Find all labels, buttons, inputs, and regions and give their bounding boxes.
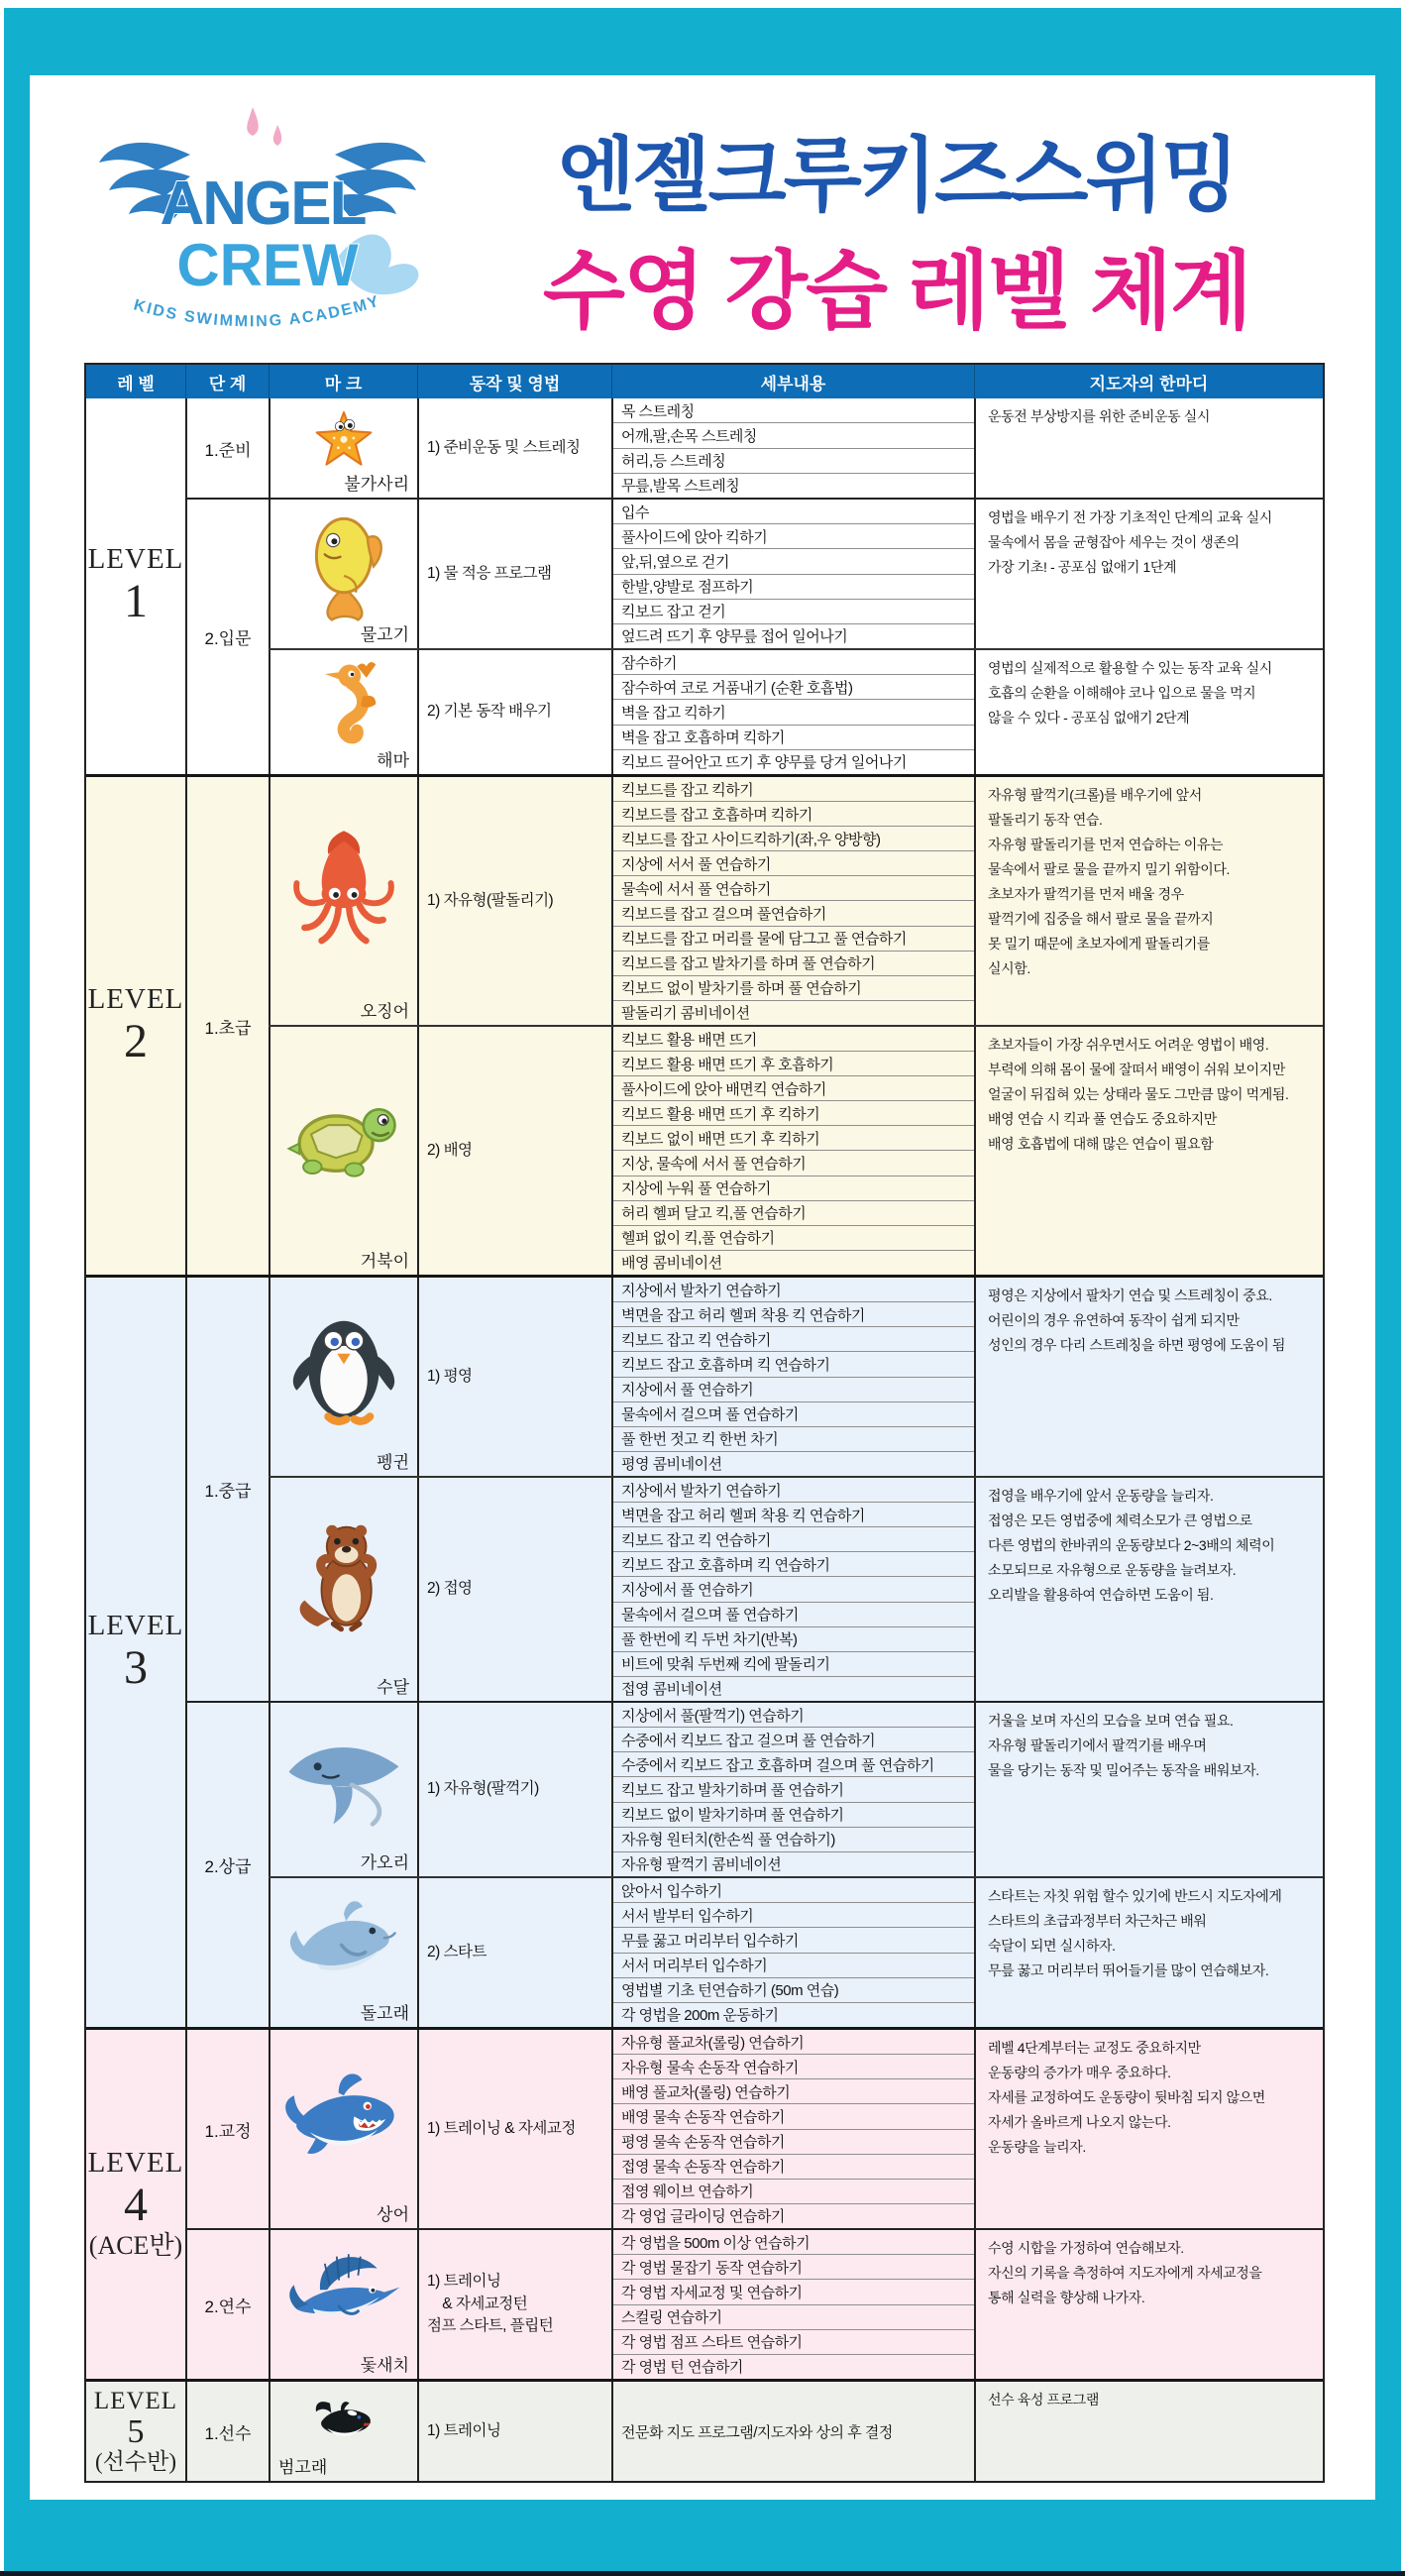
group-row — [269, 1476, 1323, 1701]
comment-line: 거울을 보며 자신의 모습을 보며 연습 필요. — [988, 1713, 1234, 1729]
stage-cell: 1.중급 — [185, 1278, 269, 1701]
detail-item: 자유형 물속 손동작 연습하기 — [613, 2055, 974, 2079]
orca-image — [278, 2387, 409, 2456]
detail-item: 킥보드 잡고 호흡하며 킥 연습하기 — [613, 1352, 974, 1377]
detail-item: 킥보드 활용 배면 뜨기 — [613, 1027, 974, 1052]
method-cell — [417, 1027, 611, 1275]
detail-item: 수중에서 킥보드 잡고 걸으며 풀 연습하기 — [613, 1728, 974, 1752]
method-cell — [417, 398, 611, 498]
details-column — [611, 1878, 974, 2027]
angel-crew-logo — [91, 97, 434, 345]
detail-item: 각 영법을 200m 운동하기 — [621, 2007, 779, 2025]
logo-text-crew: CREW — [176, 232, 359, 298]
comment-line: 다른 영법의 한바퀴의 운동량보다 2~3배의 체력이 — [988, 1537, 1275, 1553]
comment-line: 자유형 팔꺽기(크롤)를 배우기에 앞서 — [988, 787, 1202, 803]
detail-item: 킥보드 잡고 킥 연습하기 — [613, 1327, 974, 1352]
animal-label: 돌고래 — [360, 2004, 409, 2023]
detail-item: 배영 물속 손동작 연습하기 — [613, 2104, 974, 2129]
detail-item: 지상, 물속에 서서 풀 연습하기 — [613, 1151, 974, 1176]
level-subtitle: (선수반) — [95, 2448, 176, 2474]
detail-item: 풀사이드에 앉아 킥하기 — [613, 524, 974, 549]
level-cell — [86, 2030, 185, 2379]
method-line: 1) 트레이닝 & 자세교정 — [427, 2119, 576, 2137]
comment-line: 팔돌리기 동작 연습. — [988, 812, 1103, 828]
comment-line: 어린이의 경우 유연하여 동작이 쉽게 되지만 — [988, 1312, 1240, 1328]
comment-line: 선수 육성 프로그램 — [988, 2392, 1099, 2408]
comment-line: 초보자들이 가장 쉬우면서도 어려운 영법이 배영. — [988, 1037, 1269, 1053]
detail-item: 배영 콤비네이션 — [621, 1255, 722, 1273]
method-line: 1) 자유형(팔꺽기) — [427, 1780, 539, 1798]
level-cell — [86, 398, 185, 774]
mark-cell — [269, 1703, 417, 1876]
detail-item: 각 영법을 500m 이상 연습하기 — [613, 2230, 974, 2255]
detail-item: 지상에 누워 풀 연습하기 — [613, 1176, 974, 1201]
comment-line: 않을 수 있다 - 공포심 없애기 2단계 — [988, 710, 1190, 726]
detail-item: 각 영법 물잡기 동작 연습하기 — [613, 2255, 974, 2280]
stage-cell: 1.선수 — [185, 2382, 269, 2481]
stage-body — [269, 398, 1323, 498]
group-row — [269, 1876, 1323, 2027]
penguin-image — [278, 1283, 409, 1451]
comment-line: 자유형 팔돌리기에서 팔꺽기를 배우며 — [988, 1737, 1207, 1753]
details-column — [611, 1703, 974, 1876]
details-column — [611, 777, 974, 1025]
stage-cell: 2.상급 — [185, 1703, 269, 2027]
comment-line: 부력에 의해 몸이 물에 잘떠서 배영이 쉬워 보이지만 — [988, 1062, 1286, 1077]
stage-cell: 2.연수 — [185, 2230, 269, 2379]
comment-line: 수영 시합을 가정하여 연습해보자. — [988, 2240, 1184, 2256]
detail-item: 물속에서 걸으며 풀 연습하기 — [613, 1603, 974, 1627]
mark-cell — [269, 2230, 417, 2379]
detail-item: 킥보드 잡고 호흡하며 킥 연습하기 — [613, 1552, 974, 1577]
detail-item: 지상에서 풀(팔꺽기) 연습하기 — [613, 1703, 974, 1728]
detail-item: 수중에서 킥보드 잡고 호흡하며 걸으며 풀 연습하기 — [613, 1752, 974, 1777]
level-number: 3 — [124, 1640, 148, 1694]
method-line: 1) 트레이닝 — [427, 2273, 501, 2291]
detail-item: 각 영법 턴 연습하기 — [621, 2359, 743, 2377]
header-cell: 지도자의 한마디 — [974, 365, 1323, 398]
header-cell: 마 크 — [269, 365, 417, 398]
detail-item: 전문화 지도 프로그램/지도자와 상의 후 결정 — [621, 2423, 893, 2441]
comment-line: 얼굴이 뒤집혀 있는 상태라 물도 그만큼 많이 먹게됨. — [988, 1086, 1289, 1102]
stage-body — [269, 2030, 1323, 2228]
group-row — [269, 1278, 1323, 1476]
mark-cell — [269, 1027, 417, 1275]
detail-item: 지상에서 풀 연습하기 — [613, 1378, 974, 1402]
comment-cell — [974, 398, 1323, 498]
detail-item: 물속에 서서 풀 연습하기 — [613, 876, 974, 901]
level-table — [84, 363, 1325, 2483]
detail-item: 킥보드를 잡고 걸으며 풀연습하기 — [613, 901, 974, 926]
stage-row — [185, 2228, 1323, 2379]
mark-cell — [269, 1478, 417, 1701]
comment-line: 물속에서 몸을 균형잡아 세우는 것이 생존의 — [988, 534, 1240, 550]
detail-item: 킥보드 잡고 발차기하며 풀 연습하기 — [613, 1777, 974, 1802]
level-body — [185, 398, 1323, 774]
comment-line: 배영 호흡법에 대해 많은 연습이 필요함 — [988, 1136, 1214, 1152]
detail-item: 킥보드를 잡고 사이드킥하기(좌,우 양방향) — [613, 827, 974, 851]
comment-line: 못 밀기 때문에 초보자에게 팔돌리기를 — [988, 936, 1210, 952]
group-row — [269, 2030, 1323, 2228]
detail-item: 킥보드 없이 배면 뜨기 후 킥하기 — [613, 1126, 974, 1151]
level-word: LEVEL — [93, 2388, 178, 2415]
level-subtitle: (ACE반) — [88, 2231, 183, 2261]
detail-item: 입수 — [613, 500, 974, 524]
level-cell — [86, 777, 185, 1275]
level-body — [185, 1278, 1323, 2027]
detail-item: 스컬링 연습하기 — [613, 2305, 974, 2330]
stage-row — [185, 1278, 1323, 1701]
detail-item: 엎드려 뜨기 후 양무릎 접어 일어나기 — [621, 628, 848, 646]
level-word: LEVEL — [87, 543, 184, 576]
detail-item: 접영 물속 손동작 연습하기 — [613, 2155, 974, 2180]
details-column — [611, 2230, 974, 2379]
detail-item: 접영 웨이브 연습하기 — [613, 2180, 974, 2204]
otter-image — [278, 1483, 409, 1676]
detail-item: 풀 한번 젓고 킥 한번 차기 — [613, 1427, 974, 1452]
level-row — [86, 774, 1323, 1275]
animal-label: 가오리 — [360, 1853, 409, 1872]
detail-item: 지상에서 발차기 연습하기 — [613, 1278, 974, 1302]
animal-label: 상어 — [377, 2205, 409, 2224]
pink-droplets-icon — [247, 107, 281, 146]
mark-cell — [269, 1878, 417, 2027]
starfish-image — [278, 403, 409, 473]
comment-line: 평영은 지상에서 팔차기 연습 및 스트레칭이 중요. — [988, 1288, 1272, 1303]
stage-row — [185, 2030, 1323, 2228]
detail-item: 킥보드 없이 발차기를 하며 풀 연습하기 — [613, 976, 974, 1001]
comment-line: 물을 당기는 동작 및 밀어주는 동작을 배워보자. — [988, 1762, 1259, 1778]
animal-label: 수달 — [377, 1678, 409, 1697]
level-body — [185, 2382, 1323, 2481]
header-cell: 세부내용 — [611, 365, 974, 398]
animal-label: 거북이 — [360, 1252, 409, 1271]
detail-item: 허리 헬퍼 달고 킥,풀 연습하기 — [613, 1201, 974, 1226]
ray-image — [278, 1708, 409, 1851]
method-cell — [417, 2230, 611, 2379]
detail-item: 한발,양발로 점프하기 — [613, 575, 974, 600]
detail-item: 배영 풀교차(롤링) 연습하기 — [613, 2079, 974, 2104]
detail-item: 킥보드를 잡고 발차기를 하며 풀 연습하기 — [613, 952, 974, 976]
comment-line: 접영은 모든 영법중에 체력소모가 큰 영법으로 — [988, 1512, 1252, 1528]
method-line: 1) 자유형(팔돌리기) — [427, 891, 554, 909]
level-number: 4 — [124, 2178, 148, 2231]
group-row — [269, 500, 1323, 648]
level-cell — [86, 2382, 185, 2481]
detail-item: 자유형 팔꺽기 콤비네이션 — [621, 1856, 782, 1874]
level-row — [86, 2379, 1323, 2481]
stage-body — [269, 1703, 1323, 2027]
detail-item: 서서 머리부터 입수하기 — [613, 1954, 974, 1978]
detail-item: 벽면을 잡고 허리 헬퍼 착용 킥 연습하기 — [613, 1503, 974, 1527]
stage-body — [269, 1278, 1323, 1701]
method-line: 1) 준비운동 및 스트레칭 — [427, 438, 581, 456]
animal-label: 불가사리 — [344, 475, 409, 494]
group-row — [269, 398, 1323, 498]
comment-cell — [974, 2230, 1323, 2379]
method-line: 2) 기본 동작 배우기 — [427, 703, 552, 721]
comment-line: 숙달이 되면 실시하자. — [988, 1938, 1116, 1954]
details-column — [611, 398, 974, 498]
method-line: 1) 평영 — [427, 1367, 473, 1385]
stage-row — [185, 777, 1323, 1275]
level-row — [86, 2027, 1323, 2379]
detail-item: 지상에서 풀 연습하기 — [613, 1577, 974, 1602]
header-cell: 단 계 — [185, 365, 269, 398]
details-column — [611, 500, 974, 648]
comment-cell — [974, 2030, 1323, 2228]
main-title-line1: 엔젤크루키즈스위밍 — [557, 131, 1237, 221]
detail-item: 풀 한번에 킥 두번 차기(반복) — [613, 1627, 974, 1652]
level-number: 2 — [124, 1014, 148, 1067]
detail-item: 각 영법 점프 스타트 연습하기 — [613, 2330, 974, 2355]
logo-subtitle: KIDS SWIMMING ACADEMY — [131, 292, 383, 331]
bottom-edge-line — [0, 2571, 1405, 2576]
detail-item: 목 스트레칭 — [613, 398, 974, 423]
detail-item: 접영 콤비네이션 — [621, 1681, 722, 1699]
detail-item: 서서 발부터 입수하기 — [613, 1903, 974, 1928]
detail-item: 무릎 꿇고 머리부터 입수하기 — [613, 1928, 974, 1953]
level-number: 5 — [127, 2412, 145, 2450]
comment-line: 실시함. — [988, 960, 1030, 976]
level-word: LEVEL — [87, 982, 184, 1015]
details-column — [611, 650, 974, 774]
comment-cell — [974, 650, 1323, 774]
turtle-image — [278, 1032, 409, 1250]
animal-label: 범고래 — [278, 2458, 328, 2477]
stage-body — [269, 2382, 1323, 2481]
method-cell — [417, 1703, 611, 1876]
table-header-row — [86, 365, 1323, 398]
dolphin-image — [278, 1883, 409, 2002]
shark-image — [278, 2035, 409, 2203]
comment-line: 소모되므로 자유형으로 운동량을 늘려보자. — [988, 1562, 1237, 1578]
method-line: & 자세교정턴 — [427, 2295, 528, 2312]
stage-cell: 1.초급 — [185, 777, 269, 1275]
comment-line: 영법의 실제적으로 활용할 수 있는 동작 교육 실시 — [988, 660, 1272, 676]
detail-item: 앞,뒤,옆으로 걷기 — [613, 549, 974, 574]
comment-line: 운동량의 증가가 매우 중요하다. — [988, 2065, 1171, 2080]
comment-line: 영법을 배우기 전 가장 기초적인 단계의 교육 실시 — [988, 509, 1272, 525]
detail-item: 헬퍼 없이 킥,풀 연습하기 — [613, 1226, 974, 1251]
fish-image — [278, 504, 409, 623]
comment-cell — [974, 1027, 1323, 1275]
comment-line: 호흡의 순환을 이해해야 코나 입으로 물을 먹지 — [988, 685, 1256, 701]
detail-item: 킥보드 활용 배면 뜨기 후 호흡하기 — [613, 1052, 974, 1076]
comment-cell — [974, 1878, 1323, 2027]
stage-row — [185, 398, 1323, 498]
detail-item: 앉아서 입수하기 — [613, 1878, 974, 1903]
details-column — [611, 2382, 974, 2481]
seahorse-image — [278, 655, 409, 749]
detail-item: 킥보드 없이 발차기하며 풀 연습하기 — [613, 1803, 974, 1828]
comment-line: 초보자가 팔꺽기를 먼저 배울 경우 — [988, 886, 1184, 902]
level-body — [185, 777, 1323, 1275]
method-cell — [417, 1878, 611, 2027]
method-cell — [417, 777, 611, 1025]
main-title-line2: 수영 강습 레벨 체계 — [542, 244, 1251, 339]
stage-cell: 2.입문 — [185, 500, 269, 774]
detail-item: 킥보드를 잡고 머리를 물에 담그고 풀 연습하기 — [613, 927, 974, 952]
detail-item: 킥보드 활용 배면 뜨기 후 킥하기 — [613, 1101, 974, 1126]
stage-cell: 1.교정 — [185, 2030, 269, 2228]
detail-item: 물속에서 걸으며 풀 연습하기 — [613, 1402, 974, 1427]
details-column — [611, 1278, 974, 1476]
method-cell — [417, 2382, 611, 2481]
comment-line: 통해 실력을 향상해 나가자. — [988, 2290, 1145, 2305]
stage-cell: 1.준비 — [185, 398, 269, 498]
header-cell: 동작 및 영법 — [417, 365, 611, 398]
method-cell — [417, 2030, 611, 2228]
method-cell — [417, 500, 611, 648]
detail-item: 킥보드 끌어안고 뜨기 후 양무릎 당겨 일어나기 — [621, 754, 907, 772]
level-body — [185, 2030, 1323, 2379]
animal-label: 오징어 — [360, 1002, 409, 1021]
mark-cell — [269, 1278, 417, 1476]
animal-label: 돛새치 — [360, 2356, 409, 2375]
detail-item: 허리,등 스트레칭 — [613, 449, 974, 474]
detail-item: 지상에서 발차기 연습하기 — [613, 1478, 974, 1503]
comment-cell — [974, 2382, 1323, 2481]
detail-item: 평영 물속 손동작 연습하기 — [613, 2130, 974, 2155]
animal-label: 해마 — [377, 751, 409, 770]
detail-item: 영법별 기초 턴연습하기 (50m 연습) — [613, 1978, 974, 2003]
comment-line: 팔꺽기에 집중을 해서 팔로 물을 끝까지 — [988, 911, 1214, 927]
comment-line: 자세를 교정하여도 운동량이 뒷바침 되지 않으면 — [988, 2089, 1265, 2105]
squid-image — [278, 782, 409, 1000]
detail-item: 킥보드를 잡고 킥하기 — [613, 777, 974, 802]
method-cell — [417, 1478, 611, 1701]
header-cell: 레 벨 — [117, 374, 155, 393]
comment-line: 레벨 4단계부터는 교정도 중요하지만 — [988, 2040, 1201, 2056]
detail-item: 잠수하기 — [613, 650, 974, 675]
detail-item: 자유형 풀교차(롤링) 연습하기 — [613, 2030, 974, 2055]
sailfish-image — [278, 2235, 409, 2354]
stage-body — [269, 500, 1323, 774]
detail-item: 킥보드 잡고 킥 연습하기 — [613, 1527, 974, 1552]
stage-body — [269, 777, 1323, 1275]
details-column — [611, 2030, 974, 2228]
method-line: 2) 스타트 — [427, 1943, 487, 1960]
detail-item: 킥보드 잡고 걷기 — [613, 600, 974, 624]
level-cell — [86, 1278, 185, 2027]
method-line: 2) 배영 — [427, 1141, 473, 1159]
comment-line: 자세가 올바르게 나오지 않는다. — [988, 2114, 1171, 2130]
detail-item: 벽을 잡고 호흡하며 킥하기 — [613, 726, 974, 750]
group-row — [269, 777, 1323, 1025]
level-row — [86, 398, 1323, 774]
level-number: 1 — [124, 575, 148, 628]
logo-text-angel: ANGEL — [160, 169, 366, 238]
comment-line: 운동량을 늘리자. — [988, 2139, 1086, 2155]
stage-row — [185, 1701, 1323, 2027]
comment-line: 스타트의 초급과정부터 차근차근 배워 — [988, 1913, 1207, 1929]
comment-line: 자신의 기록을 측정하여 지도자에게 자세교정을 — [988, 2265, 1262, 2281]
mark-cell — [269, 2030, 417, 2228]
level-row — [86, 1275, 1323, 2027]
comment-line: 무릎 꿇고 머리부터 뛰어들기를 많이 연습해보자. — [988, 1962, 1269, 1978]
detail-item: 각 영업 글라이딩 연습하기 — [621, 2208, 785, 2226]
group-row — [269, 2230, 1323, 2379]
detail-item: 평영 콤비네이션 — [621, 1456, 722, 1474]
method-cell — [417, 650, 611, 774]
stage-row — [185, 498, 1323, 774]
details-column — [611, 1478, 974, 1701]
detail-item: 킥보드를 잡고 호흡하며 킥하기 — [613, 802, 974, 827]
group-row — [269, 1025, 1323, 1275]
mark-cell — [269, 2382, 417, 2481]
animal-label: 펭귄 — [377, 1453, 409, 1472]
mark-cell — [269, 650, 417, 774]
comment-cell — [974, 777, 1323, 1025]
stage-body — [269, 2230, 1323, 2379]
group-row — [269, 2382, 1323, 2481]
level-word: LEVEL — [87, 1609, 184, 1641]
detail-item: 무릎,발목 스트레칭 — [621, 478, 740, 496]
detail-item: 자유형 원터치(한손씩 풀 연습하기) — [613, 1828, 974, 1852]
comment-cell — [974, 500, 1323, 648]
comment-line: 오리발을 활용하여 연습하면 도움이 됨. — [988, 1587, 1214, 1603]
method-line: 점프 스타트, 플립턴 — [427, 2317, 554, 2335]
detail-item: 비트에 맞춰 두번째 킥에 팔돌리기 — [613, 1652, 974, 1677]
comment-line: 물속에서 팔로 물을 끝까지 밀기 위함이다. — [988, 861, 1231, 877]
comment-line: 접영을 배우기에 앞서 운동량을 늘리자. — [988, 1488, 1214, 1504]
comment-line: 스타트는 자칫 위험 할수 있기에 반드시 지도자에게 — [988, 1888, 1282, 1904]
animal-label: 물고기 — [360, 625, 409, 644]
comment-line: 성인의 경우 다리 스트레칭을 하면 평영에 도움이 됨 — [988, 1337, 1286, 1353]
mark-cell — [269, 398, 417, 498]
detail-item: 벽을 잡고 킥하기 — [613, 700, 974, 725]
comment-cell — [974, 1478, 1323, 1701]
detail-item: 벽면을 잡고 허리 헬퍼 착용 킥 연습하기 — [613, 1302, 974, 1327]
mark-cell — [269, 500, 417, 648]
comment-line: 운동전 부상방지를 위한 준비운동 실시 — [988, 408, 1210, 424]
detail-item: 어깨,팔,손목 스트레칭 — [613, 423, 974, 448]
comment-line: 배영 연습 시 킥과 풀 연습도 중요하지만 — [988, 1111, 1217, 1127]
stage-row — [185, 2382, 1323, 2481]
method-line: 1) 물 적응 프로그램 — [427, 564, 552, 582]
mark-cell — [269, 777, 417, 1025]
method-line: 2) 접영 — [427, 1580, 473, 1598]
detail-item: 풀사이드에 앉아 배면킥 연습하기 — [613, 1076, 974, 1101]
comment-line: 가장 기초! - 공포심 없애기 1단계 — [988, 559, 1177, 575]
level-word: LEVEL — [87, 2146, 184, 2179]
method-line: 1) 트레이닝 — [427, 2421, 501, 2439]
group-row — [269, 1703, 1323, 1876]
detail-item: 지상에 서서 풀 연습하기 — [613, 851, 974, 876]
details-column — [611, 1027, 974, 1275]
detail-item: 각 영법 자세교정 및 연습하기 — [613, 2280, 974, 2304]
comment-line: 자유형 팔돌리기를 먼저 연습하는 이유는 — [988, 837, 1224, 852]
group-row — [269, 648, 1323, 774]
detail-item: 잠수하여 코로 거품내기 (순환 호흡법) — [613, 675, 974, 700]
comment-cell — [974, 1703, 1323, 1876]
method-cell — [417, 1278, 611, 1476]
comment-cell — [974, 1278, 1323, 1476]
detail-item: 팔돌리기 콤비네이션 — [621, 1005, 750, 1023]
